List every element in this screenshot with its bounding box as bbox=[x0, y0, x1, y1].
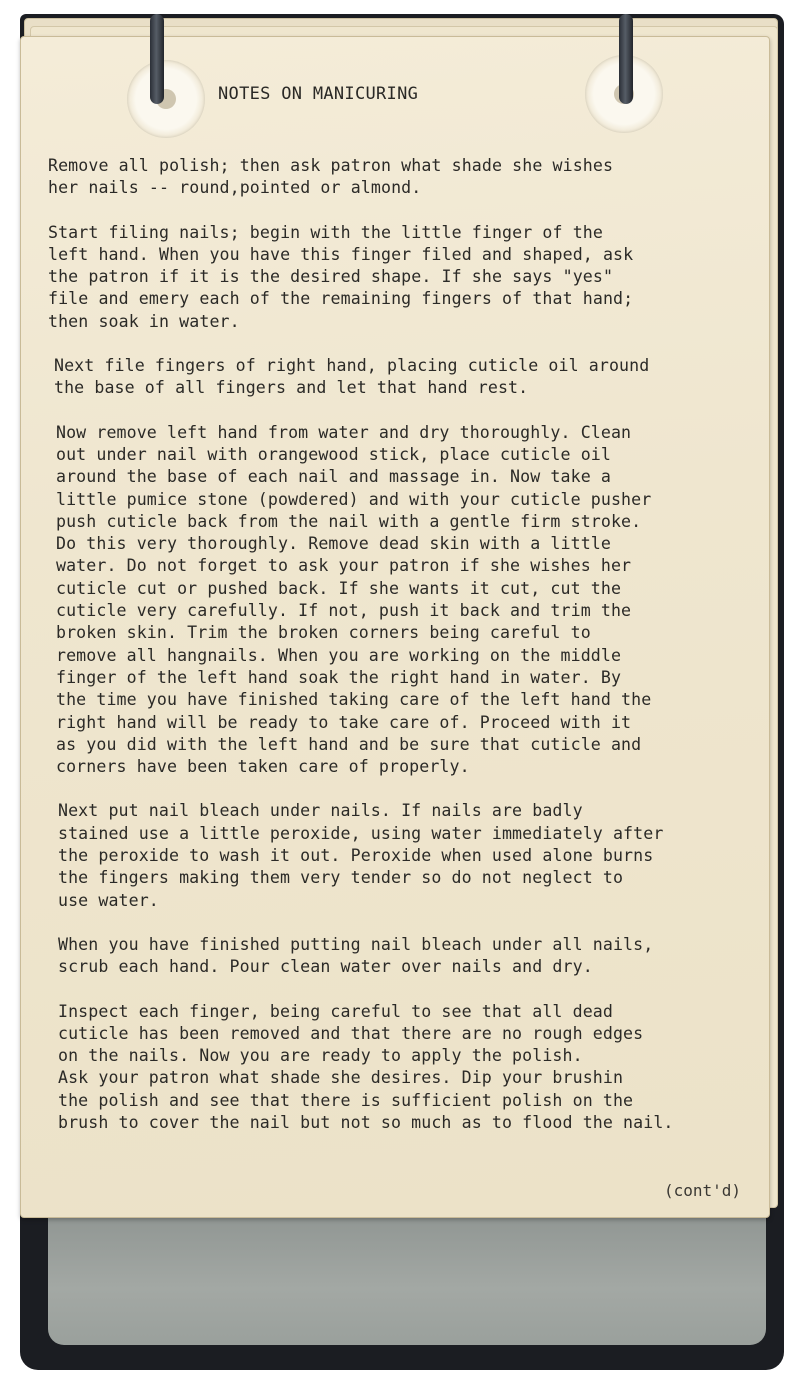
paragraph-inspect: Inspect each finger, being careful to see that all dead cuticle has been removed and that there are no rough edges on the nails. Now you are ready to apply the polish. Ask your patron what shade she desires. Dip your brushin the polish and see that there is sufficient polish on the brush to cover the nail but not so much as to flood the nail. bbox=[58, 1001, 674, 1132]
notes-body bbox=[48, 155, 748, 1134]
binder-ring-left bbox=[150, 14, 164, 104]
binder-hole-left bbox=[127, 60, 205, 138]
paragraph-nail-bleach: Next put nail bleach under nails. If nails are badly stained use a little peroxide, using water immediately after the peroxide to wash it out. Peroxide when used alone burns the fingers making them very tender so do not neglect to use water. bbox=[58, 801, 664, 910]
continued-label: (cont'd) bbox=[664, 1181, 742, 1200]
backing-card bbox=[48, 1205, 766, 1345]
paragraph-cuticle: Now remove left hand from water and dry thoroughly. Clean out under nail with orangewood stick, place cuticle oil around the base of each nail and massage in. Now take a little pumice stone (powdered) and with your cuticle pusher push cuticle back from the nail with a gentle firm stroke. Do this very thoroughly. Remove dead skin with a little water. Do not forget to ask your patron if she wishes her cuticle cut or pushed back. If she wants it cut, cut the cuticle very carefully. If not, push it back and trim the broken skin. Trim the broken corners being careful to remove all hangnails. When you are working on the middle finger of the left hand soak the right hand in water. By the time you have finished taking care of the left hand the right hand will be ready to take care of. Proceed with it as you did with the left hand and be sure that cuticle and corners have been taken care of properly. bbox=[56, 422, 652, 777]
paragraph-remove-polish: Remove all polish; then ask patron what shade she wishes her nails -- round,pointed or almond. bbox=[48, 156, 614, 198]
page-title: NOTES ON MANICURING bbox=[218, 84, 419, 104]
paragraph-filing: Start filing nails; begin with the little finger of the left hand. When you have this finger filed and shaped, ask the patron if it is the desired shape. If she says "yes" file and emery each of the remaining fingers of that hand; then soak in water. bbox=[48, 222, 634, 331]
paragraph-right-hand: Next file fingers of right hand, placing cuticle oil around the base of all fingers and let that hand rest. bbox=[54, 356, 650, 398]
paragraph-scrub: When you have finished putting nail bleach under all nails, scrub each hand. Pour clean water over nails and dry. bbox=[58, 934, 654, 977]
binder-ring-right bbox=[619, 14, 633, 104]
